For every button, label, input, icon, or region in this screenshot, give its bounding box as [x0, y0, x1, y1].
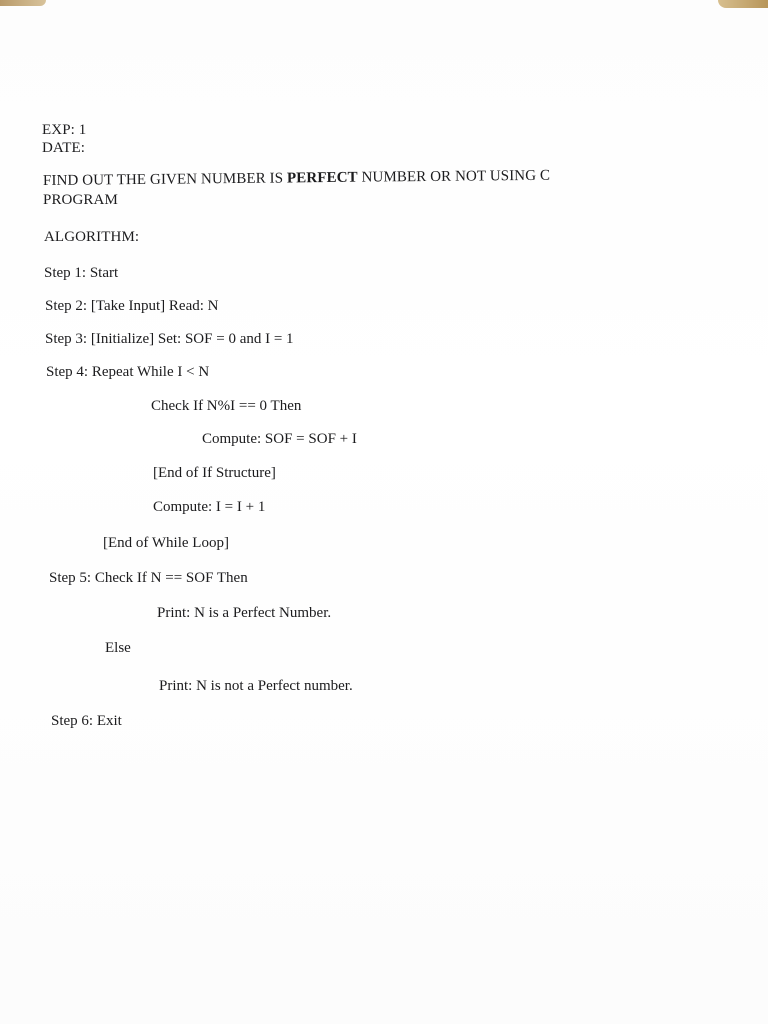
exp-label: EXP: 1 — [42, 122, 87, 138]
title-line-1 — [43, 167, 550, 190]
step-5: Step 5: Check If N == SOF Then — [49, 570, 248, 586]
step-2: Step 2: [Take Input] Read: N — [45, 298, 219, 314]
print-perfect-line: Print: N is a Perfect Number. — [157, 605, 332, 621]
else-line: Else — [105, 640, 131, 656]
compute-i-line: Compute: I = I + 1 — [153, 499, 266, 515]
step-3: Step 3: [Initialize] Set: SOF = 0 and I = 1 — [45, 331, 294, 347]
title-part-1: FIND OUT THE GIVEN NUMBER IS — [42, 170, 288, 189]
step-6: Step 6: Exit — [51, 713, 122, 729]
date-label: DATE: — [42, 140, 85, 156]
step-1: Step 1: Start — [44, 265, 119, 281]
compute-sof-line: Compute: SOF = SOF + I — [202, 431, 357, 447]
title-emphasis: PERFECT — [286, 169, 358, 187]
print-not-perfect-line: Print: N is not a Perfect number. — [159, 678, 353, 694]
step-4: Step 4: Repeat While I < N — [46, 364, 210, 380]
page-corner-left — [0, 0, 46, 6]
end-while-line: [End of While Loop] — [103, 535, 229, 551]
algorithm-heading: ALGORITHM: — [44, 229, 140, 245]
title-line-2: PROGRAM — [43, 192, 118, 208]
title-part-2: NUMBER OR NOT USING C — [357, 167, 551, 186]
page-corner-right — [718, 0, 768, 8]
check-if-line: Check If N%I == 0 Then — [151, 398, 302, 414]
end-if-line: [End of If Structure] — [153, 465, 276, 481]
